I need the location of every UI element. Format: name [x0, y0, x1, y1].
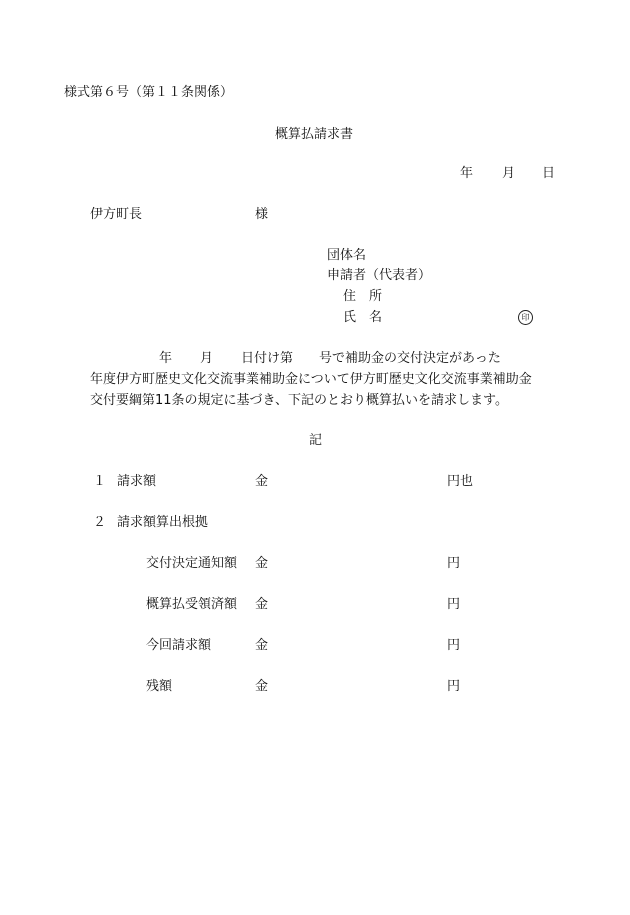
name-label: 氏 名 — [343, 310, 383, 325]
date-year: 年 — [460, 166, 474, 181]
breakdown-row-3-prefix: 金 — [255, 638, 269, 653]
breakdown-row-1-prefix: 金 — [255, 556, 269, 571]
applicant-label: 申請者（代表者） — [327, 268, 432, 283]
item-2-label: 請求額算出根拠 — [117, 515, 209, 530]
ki-heading: 記 — [309, 433, 323, 448]
date-month: 月 — [502, 166, 516, 181]
organization-label: 団体名 — [327, 248, 367, 263]
item-1-prefix: 金 — [255, 474, 269, 489]
breakdown-row-2-suffix: 円 — [447, 597, 461, 612]
address-label: 住 所 — [343, 289, 383, 304]
seal-mark: 印 — [518, 310, 533, 325]
body-line1-year: 年 — [159, 351, 173, 366]
breakdown-row-1-suffix: 円 — [447, 556, 461, 571]
body-line3: 交付要綱第11条の規定に基づき、下記のとおり概算払いを請求します。 — [90, 393, 508, 408]
breakdown-row-3-label: 今回請求額 — [146, 638, 212, 653]
body-line1-rest: 日付け第 号で補助金の交付決定があった — [241, 351, 501, 366]
item-1-label: 請求額 — [117, 474, 157, 489]
breakdown-row-4-prefix: 金 — [255, 679, 269, 694]
breakdown-row-4-label: 残額 — [146, 679, 173, 694]
body-line1-month: 月 — [200, 351, 214, 366]
document-title: 概算払請求書 — [275, 127, 354, 142]
item-2-number: ２ — [93, 515, 107, 530]
breakdown-row-3-suffix: 円 — [447, 638, 461, 653]
breakdown-row-1-label: 交付決定通知額 — [146, 556, 238, 571]
form-number: 様式第６号（第１１条関係） — [64, 85, 234, 100]
breakdown-row-4-suffix: 円 — [447, 679, 461, 694]
body-line2: 年度伊方町歴史文化交流事業補助金について伊方町歴史文化交流事業補助金 — [90, 372, 532, 387]
addressee-name: 伊方町長 — [90, 207, 143, 222]
item-1-number: １ — [93, 474, 107, 489]
item-1-suffix: 円也 — [447, 474, 474, 489]
breakdown-row-2-prefix: 金 — [255, 597, 269, 612]
addressee-honorific: 様 — [255, 207, 269, 222]
breakdown-row-2-label: 概算払受領済額 — [146, 597, 238, 612]
date-day: 日 — [542, 166, 556, 181]
